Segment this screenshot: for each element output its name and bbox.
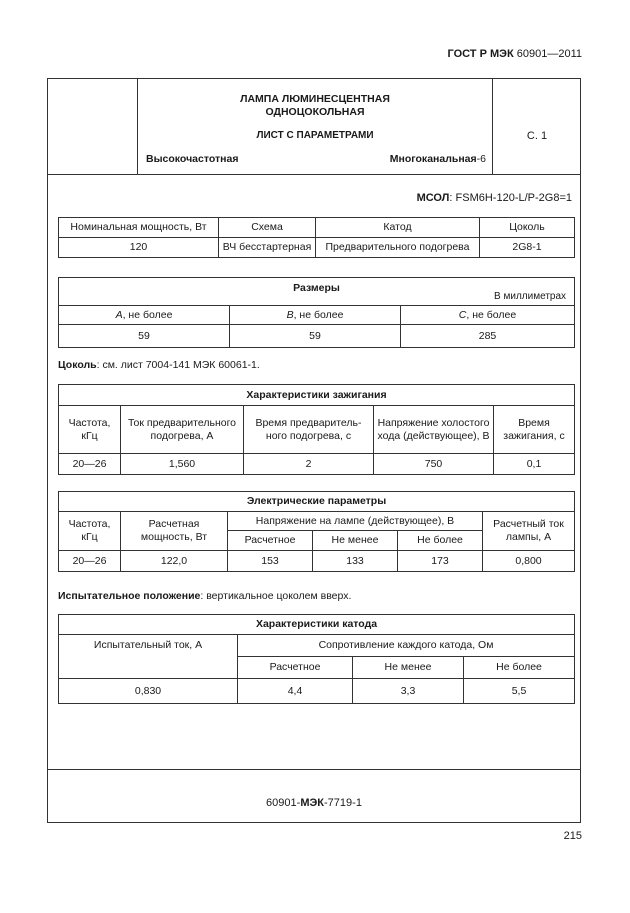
table-header-cell: Напряжение на лампе (действующее), В xyxy=(228,512,483,531)
test-position-note xyxy=(58,590,351,602)
test-position-label: Испытательное положение xyxy=(58,590,201,602)
ignition-title: Характеристики зажигания xyxy=(59,385,575,406)
electrical-title: Электрические параметры xyxy=(59,492,575,512)
table-row xyxy=(59,306,575,325)
standard-header xyxy=(447,48,582,60)
table-header-cell: Расчетная мощность, Вт xyxy=(121,512,228,551)
table-row xyxy=(59,406,575,454)
table-cell: 59 xyxy=(59,325,230,348)
table-cell: 3,3 xyxy=(353,679,464,704)
table-row xyxy=(59,512,575,531)
table-row xyxy=(59,679,575,704)
table-cell: Предварительного подогрева xyxy=(316,238,480,258)
table-header-cell: Ток предварительного подогрева, А xyxy=(121,406,244,454)
table-row xyxy=(59,218,575,238)
page-number: 215 xyxy=(563,830,582,842)
table-cell: 0,800 xyxy=(483,551,575,572)
table-row xyxy=(59,385,575,406)
lamp-title xyxy=(138,93,492,119)
table-cell: 122,0 xyxy=(121,551,228,572)
msol-label: МСОЛ xyxy=(416,192,450,204)
table-header-cell: Расчетное xyxy=(238,657,353,679)
table-header-cell: Схема xyxy=(219,218,316,238)
cathode-title: Характеристики катода xyxy=(59,615,575,635)
lamp-type-right-suffix: -6 xyxy=(476,153,486,165)
dimensions-table xyxy=(58,277,575,348)
table-cell: 285 xyxy=(401,325,575,348)
table-cell: 133 xyxy=(313,551,398,572)
msol-designation xyxy=(417,192,572,204)
table-header-cell: Время предваритель-ного подогрева, с xyxy=(244,406,374,454)
lamp-type-left: Высокочастотная xyxy=(146,153,239,165)
table-row xyxy=(59,615,575,635)
table-cell: 750 xyxy=(374,454,494,475)
dim-suffix: , не более xyxy=(122,308,173,321)
electrical-table xyxy=(58,491,575,572)
dim-suffix: , не более xyxy=(293,308,344,321)
table-row xyxy=(59,492,575,512)
test-position-text: : вертикальное цоколем вверх. xyxy=(200,590,352,602)
cathode-table xyxy=(58,614,575,704)
lamp-type-right-bold: Многоканальная xyxy=(389,153,477,165)
table-row xyxy=(59,238,575,258)
lamp-title-line2: ОДНОЦОКОЛЬНАЯ xyxy=(265,106,365,118)
sheet-code-bold: МЭК xyxy=(300,797,325,809)
table-cell: ВЧ бесстартерная xyxy=(219,238,316,258)
table-cell: 5,5 xyxy=(464,679,575,704)
table-header-cell: Частота, кГц xyxy=(59,512,121,551)
table-cell: 0,1 xyxy=(494,454,575,475)
table-header-cell xyxy=(401,306,575,325)
table-header-cell: Сопротивление каждого катода, Ом xyxy=(238,635,575,657)
title-left-cell xyxy=(48,79,138,174)
table-cell: 153 xyxy=(228,551,313,572)
dim-suffix: , не более xyxy=(466,308,517,321)
table-cell: 0,830 xyxy=(59,679,238,704)
dimensions-title: Размеры xyxy=(293,282,340,294)
table-title-cell xyxy=(59,278,575,306)
main-parameters-table xyxy=(58,217,575,258)
table-header-cell: Время зажигания, с xyxy=(494,406,575,454)
table-row xyxy=(59,454,575,475)
cap-note-label: Цоколь xyxy=(58,359,97,371)
table-cell: 120 xyxy=(59,238,219,258)
table-header-cell: Не более xyxy=(398,531,483,551)
title-block xyxy=(48,79,580,175)
lamp-title-line1: ЛАМПА ЛЮМИНЕСЦЕНТНАЯ xyxy=(240,93,390,105)
table-cell: 173 xyxy=(398,551,483,572)
table-header-cell xyxy=(59,306,230,325)
cap-note xyxy=(58,359,260,371)
title-center-cell xyxy=(138,79,492,174)
table-header-cell: Номинальная мощность, Вт xyxy=(59,218,219,238)
table-cell: 1,560 xyxy=(121,454,244,475)
table-row xyxy=(59,325,575,348)
table-cell: 2G8-1 xyxy=(480,238,575,258)
table-cell: 20—26 xyxy=(59,454,121,475)
msol-value: : FSM6H-120-L/P-2G8=1 xyxy=(449,192,572,204)
standard-number: 60901—2011 xyxy=(516,48,582,60)
sheet-code-prefix: 60901- xyxy=(266,797,301,809)
table-header-cell: Не более xyxy=(464,657,575,679)
table-cell: 2 xyxy=(244,454,374,475)
table-header-cell: Частота, кГц xyxy=(59,406,121,454)
table-row xyxy=(59,551,575,572)
table-header-cell: Расчетное xyxy=(228,531,313,551)
table-header-cell: Напряжение холостого хода (действующее), В xyxy=(374,406,494,454)
table-header-cell: Не менее xyxy=(353,657,464,679)
table-header-cell: Цоколь xyxy=(480,218,575,238)
sheet-code-suffix: -7719-1 xyxy=(324,797,362,809)
sheet-title: ЛИСТ С ПАРАМЕТРАМИ xyxy=(256,130,374,141)
table-header-cell: Не менее xyxy=(313,531,398,551)
dim-letter: B xyxy=(286,308,294,321)
title-right-cell xyxy=(492,79,581,174)
dim-letter: A xyxy=(115,308,123,321)
ignition-table xyxy=(58,384,575,475)
dim-letter: C xyxy=(458,308,467,321)
table-row xyxy=(59,635,575,657)
table-cell: 59 xyxy=(230,325,401,348)
lamp-type-right xyxy=(390,153,486,165)
table-header-cell xyxy=(230,306,401,325)
standard-prefix: ГОСТ Р МЭК xyxy=(447,48,514,60)
table-header-cell: Расчетный ток лампы, А xyxy=(483,512,575,551)
cap-note-text: : см. лист 7004-141 МЭК 60061-1. xyxy=(96,359,260,371)
table-cell: 4,4 xyxy=(238,679,353,704)
sheet-code xyxy=(48,797,580,809)
table-cell: 20—26 xyxy=(59,551,121,572)
table-header-cell: Испытательный ток, А xyxy=(59,635,238,679)
table-row xyxy=(59,278,575,306)
table-header-cell: Катод xyxy=(316,218,480,238)
footer-divider xyxy=(48,769,580,770)
dimensions-units: В миллиметрах xyxy=(494,291,567,302)
page-reference: С. 1 xyxy=(526,130,548,142)
